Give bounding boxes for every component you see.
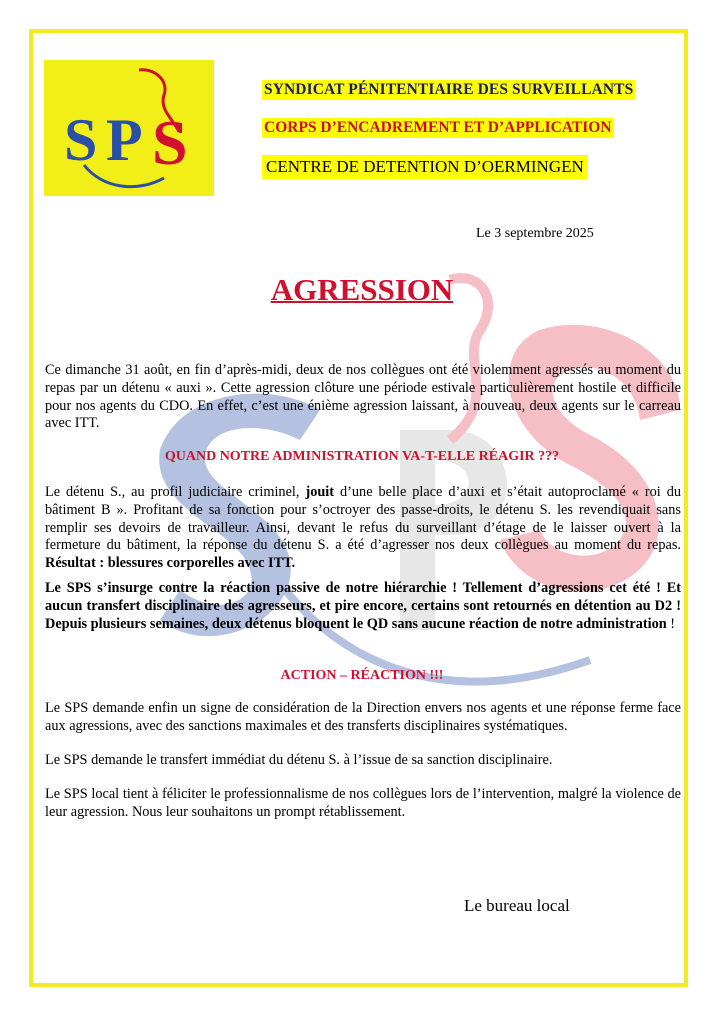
paragraph-demand: Le SPS demande enfin un signe de considération de la Direction envers nos agents et une réponse ferme face aux agressions, avec des sanctions maximales et des transferts disciplinaires systématiques. (45, 700, 681, 734)
p2-bold-jouit: jouit (305, 484, 335, 500)
p2-result: Résultat : blessures corporelles avec ITT. (45, 555, 296, 572)
logo-letter-s1: S (64, 107, 98, 173)
paragraph-incident: Ce dimanche 31 août, en fin d’après-midi, deux de nos collègues ont été violemment agressés au moment du repas par un détenu « auxi ». Cette agression clôture une période estivale particulièrement hostile et difficile pour nos agents du CDO. En effet, c’est une énième agression laissant, à nouveau, deux agents sur le carreau avec ITT. (45, 362, 681, 432)
paragraph-detainee (45, 484, 681, 573)
sps-logo-graphic (44, 60, 214, 196)
paragraph-protest (45, 580, 681, 633)
signature: Le bureau local (464, 896, 570, 915)
title-text: AGRESSION (270, 272, 454, 307)
logo-letter-p: P (106, 107, 143, 173)
section-heading-react: QUAND NOTRE ADMINISTRATION VA-T-ELLE RÉAGIR ??? (164, 449, 560, 464)
section-heading-action: ACTION – RÉACTION !!! (280, 668, 444, 683)
header-corps: CORPS D’ENCADREMENT ET D’APPLICATION (264, 119, 612, 136)
header-union-name: SYNDICAT PÉNITENTIAIRE DES SURVEILLANTS (264, 81, 634, 98)
logo-letter-s2: S (152, 107, 188, 178)
paragraph-congrats: Le SPS local tient à féliciter le professionnalisme de nos collègues lors de l’intervention, malgré la violence de leur agression. Nous leur souhaitons un prompt rétablissement. (45, 786, 681, 820)
p2-text-c: d’une belle place d’auxi et s’était autoproclamé « roi du bâtiment B ». Profitant de sa fonction pour s’octroyer des passe-droits, le détenu S. les revendiquait sans remplir ses devoirs de travailleur. Ainsi, devant le refus du surveillant d’étage de le laisser ouvert à la fermeture du bâtiment, la réponse du détenu S. a été d’agresser nos deux collègues au moment du repas. (45, 484, 682, 554)
header-centre: CENTRE DE DETENTION D’OERMINGEN (262, 155, 588, 179)
p3-end: ! (666, 615, 676, 632)
p3-bold: Le SPS s’insurge contre la réaction passive de notre hiérarchie ! Tellement d’agressions cet été ! Et aucun transfert disciplinaire des agresseurs, et pire encore, certains sont retournés en détention au D2 ! Depuis plusieurs semaines, deux détenus bloquent le QD sans aucune réaction de notre administration (45, 580, 681, 632)
document-title (0, 272, 724, 308)
p2-text-a: Le détenu S., au profil judiciaire criminel, (45, 484, 306, 500)
paragraph-transfer: Le SPS demande le transfert immédiat du détenu S. à l’issue de sa sanction disciplinaire. (45, 752, 553, 768)
document-date: Le 3 septembre 2025 (476, 226, 594, 241)
sps-logo (44, 60, 214, 196)
